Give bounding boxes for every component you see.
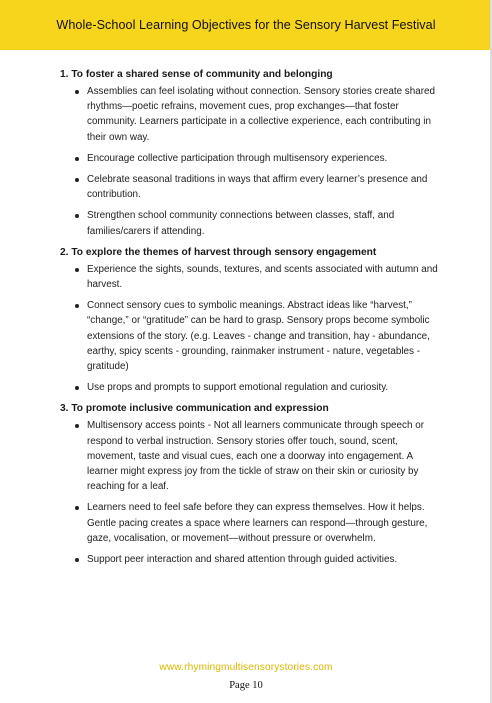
bullet-list	[60, 262, 440, 396]
list-item: Connect sensory cues to symbolic meanings. Abstract ideas like “harvest,” “change,” or “gratitude” can be hard to grasp. Sensory props become symbolic extensions of the story. (e.g. Leaves - change and transition, hay - abundance, earthy, spicy scents - grounding, rainmaker instrument - nature, vegetables - gratitude)	[60, 298, 440, 374]
section-heading: 2. To explore the themes of harvest through sensory engagement	[60, 246, 377, 258]
list-item: Use props and prompts to support emotional regulation and curiosity.	[60, 380, 440, 395]
list-item: Learners need to feel safe before they can express themselves. How it helps. Gentle pacing creates a space where learners can respond—through gesture, gaze, vocalisation, or movement—without pressure or overwhelm.	[60, 500, 440, 546]
section-heading: 1. To foster a shared sense of community and belonging	[60, 69, 333, 80]
bullet-list	[60, 84, 440, 239]
objectives-content	[60, 67, 440, 573]
section-harvest	[60, 245, 440, 396]
list-item: Strengthen school community connections between classes, staff, and families/carers if attending.	[60, 208, 440, 238]
bullet-list	[60, 418, 440, 567]
header-banner	[0, 0, 492, 50]
list-item: Support peer interaction and shared attention through guided activities.	[60, 552, 440, 567]
list-item: Multisensory access points - Not all learners communicate through speech or respond to verbal instruction. Sensory stories offer touch, sound, scent, movement, taste and visual cues, each one a doorway into engagement. A learner might express joy from the tickle of straw on their skin or curiosity by reaching for a leaf.	[60, 418, 440, 494]
list-item: Encourage collective participation through multisensory experiences.	[60, 151, 440, 166]
list-item: Experience the sights, sounds, textures, and scents associated with autumn and harvest.	[60, 262, 440, 292]
website-link[interactable]: www.rhymingmultisensorystories.com	[159, 662, 333, 673]
list-item: Celebrate seasonal traditions in ways that affirm every learner’s presence and contribution.	[60, 172, 440, 202]
section-communication	[60, 401, 440, 567]
section-community	[60, 67, 440, 239]
section-heading: 3. To promote inclusive communication and expression	[60, 403, 329, 415]
list-item: Assemblies can feel isolating without connection. Sensory stories create shared rhythms—poetic refrains, movement cues, prop exchanges—that foster community. Learners participate in a collective experience, each contributing in their own way.	[60, 84, 440, 145]
page-number: Page 10	[229, 680, 263, 691]
page-title: Whole-School Learning Objectives for the Sensory Harvest Festival	[56, 18, 436, 32]
